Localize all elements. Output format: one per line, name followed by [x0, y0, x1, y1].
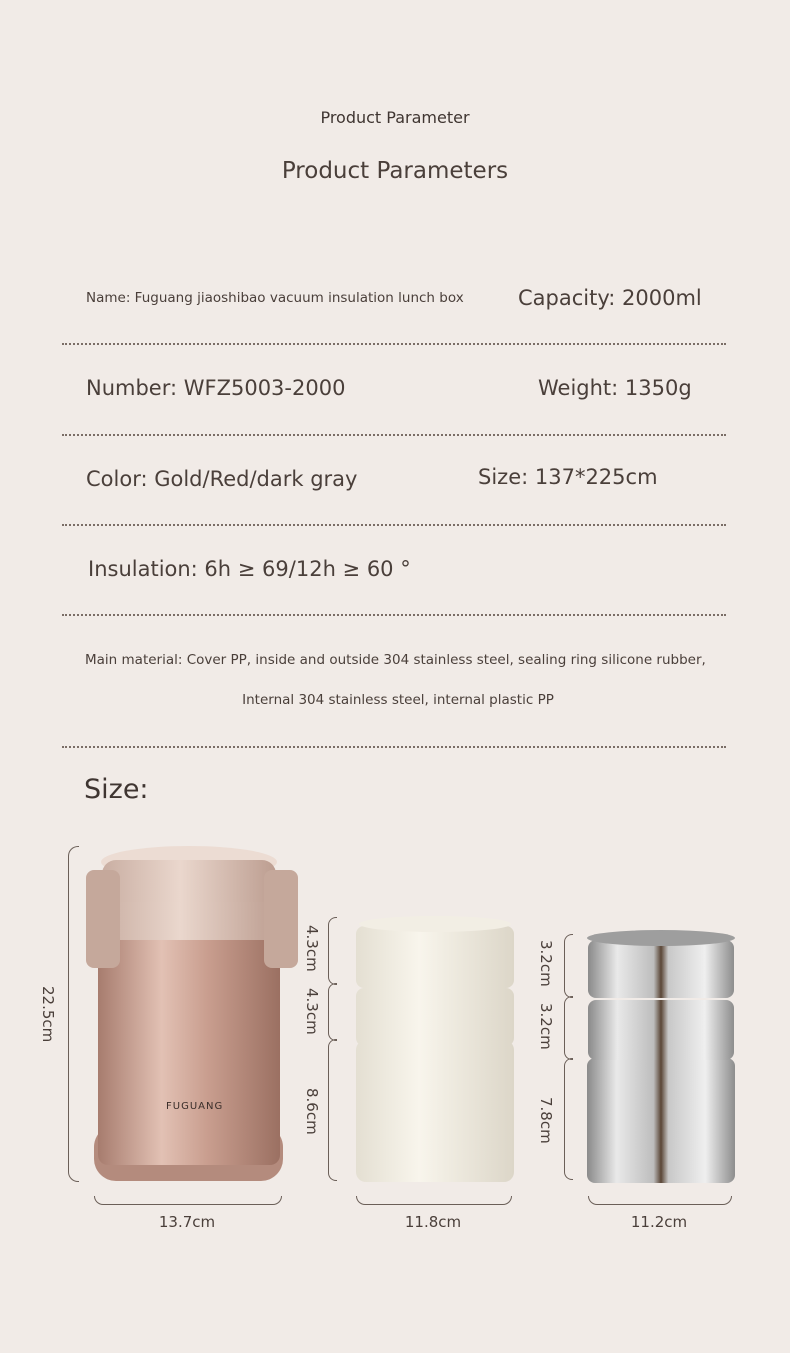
- steel-height-bracket-1: [564, 934, 573, 998]
- steel-width-label: 11.2cm: [630, 1213, 688, 1231]
- steel-width-bracket: [588, 1196, 732, 1205]
- steel-container-rim: [587, 930, 735, 946]
- jar-brand-logo: FUGUANG: [166, 1101, 224, 1112]
- plastic-width-label: 11.8cm: [404, 1213, 462, 1231]
- steel-container-top: [588, 940, 734, 998]
- param-capacity: Capacity: 2000ml: [518, 286, 702, 310]
- plastic-container-large: [356, 1040, 514, 1182]
- divider: [62, 746, 726, 748]
- plastic-height-label-3: 8.6cm: [303, 1088, 321, 1135]
- param-color: Color: Gold/Red/dark gray: [86, 467, 358, 491]
- jar-lid-band: [102, 860, 276, 902]
- jar-height-bracket: [68, 846, 79, 1182]
- steel-container-middle: [588, 1000, 734, 1060]
- plastic-height-bracket-3: [328, 1039, 337, 1181]
- plastic-height-label-1: 4.3cm: [303, 925, 321, 972]
- divider: [62, 524, 726, 526]
- steel-height-label-2: 3.2cm: [537, 1003, 555, 1050]
- divider: [62, 434, 726, 436]
- lunch-box-jar: [86, 846, 298, 1181]
- plastic-container-middle: [356, 988, 514, 1046]
- param-number: Number: WFZ5003-2000: [86, 376, 346, 400]
- divider: [62, 343, 726, 345]
- latch-left: [86, 870, 120, 968]
- jar-body: [98, 930, 280, 1165]
- plastic-width-bracket: [356, 1196, 512, 1205]
- plastic-height-label-2: 4.3cm: [303, 988, 321, 1035]
- plastic-containers: [356, 916, 514, 1182]
- latch-right: [264, 870, 298, 968]
- jar-width-bracket: [94, 1196, 282, 1205]
- steel-container-large: [587, 1058, 735, 1183]
- steel-height-bracket-2: [564, 996, 573, 1060]
- size-label: Size:: [84, 774, 149, 805]
- param-weight: Weight: 1350g: [538, 376, 692, 400]
- steel-height-label-1: 3.2cm: [537, 940, 555, 987]
- param-name: Name: Fuguang jiaoshibao vacuum insulation lunch box: [86, 290, 464, 306]
- divider: [62, 614, 726, 616]
- param-material-line2: Internal 304 stainless steel, internal plastic PP: [242, 692, 554, 708]
- steel-height-bracket-3: [564, 1058, 573, 1180]
- product-parameters-title: Product Parameters: [281, 158, 509, 184]
- plastic-container-rim: [359, 916, 511, 932]
- steel-containers: [587, 930, 735, 1183]
- steel-height-label-3: 7.8cm: [537, 1097, 555, 1144]
- product-parameter-subtitle: Product Parameter: [320, 108, 470, 127]
- product-illustration: [0, 830, 790, 1250]
- jar-width-label: 13.7cm: [158, 1213, 216, 1231]
- plastic-container-top: [356, 926, 514, 988]
- jar-height-label: 22.5cm: [39, 986, 57, 1043]
- plastic-height-bracket-1: [328, 917, 337, 985]
- param-size: Size: 137*225cm: [478, 465, 658, 489]
- plastic-height-bracket-2: [328, 983, 337, 1041]
- param-insulation: Insulation: 6h ≥ 69/12h ≥ 60 °: [88, 557, 411, 581]
- jar-collar: [100, 900, 278, 940]
- param-material-line1: Main material: Cover PP, inside and outside 304 stainless steel, sealing ring silicone rubber,: [85, 652, 706, 668]
